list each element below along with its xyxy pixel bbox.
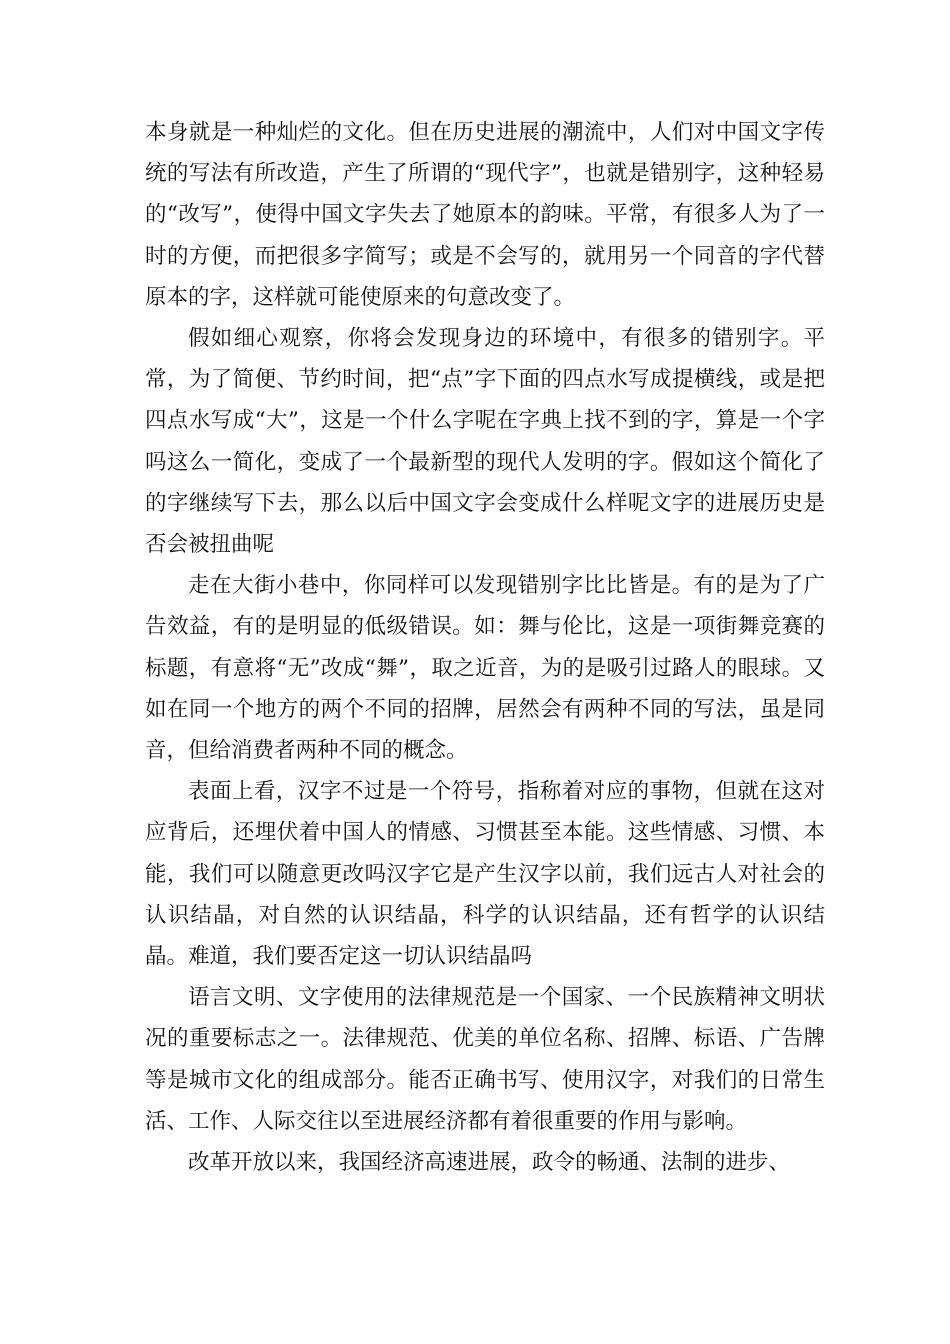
paragraph-1: 本身就是一种灿烂的文化。但在历史进展的潮流中，人们对中国文字传统的写法有所改造，产生了所谓的“现代字”，也就是错别字，这种轻易的“改写”，使得中国文字失去了她原本的韵味。平常，有很多人为了一时的方便，而把很多字简写；或是不会写的，就用另一个同音的字代替原本的字，这样就可能使原来的句意改变了。 (145, 120, 825, 310)
paragraph-4: 表面上看，汉字不过是一个符号，指称着对应的事物，但就在这对应背后，还埋伏着中国人的情感、习惯甚至本能。这些情感、习惯、本能，我们可以随意更改吗汉字它是产生汉字以前，我们远古人对社会的认识结晶，对自然的认识结晶，科学的认识结晶，还有哲学的认识结晶。难道，我们要否定这一切认识结晶吗 (145, 779, 825, 970)
paragraph-3: 走在大街小巷中，你同样可以发现错别字比比皆是。有的是为了广告效益，有的是明显的低级错误。如：舞与伦比，这是一项街舞竞赛的标题，有意将“无”改成“舞”，取之近音，为的是吸引过路人的眼球。又如在同一个地方的两个不同的招牌，居然会有两种不同的写法，虽是同音，但给消费者两种不同的概念。 (145, 573, 825, 764)
paragraph-6: 改革开放以来，我国经济高速进展，政令的畅通、法制的进步、 (188, 1150, 791, 1176)
document-body (145, 112, 825, 1183)
paragraph-5: 语言文明、文字使用的法律规范是一个国家、一个民族精神文明状况的重要标志之一。法律规范、优美的单位名称、招牌、标语、广告牌等是城市文化的组成部分。能否正确书写、使用汉字，对我们的日常生活、工作、人际交往以至进展经济都有着很重要的作用与影响。 (145, 985, 825, 1134)
paragraph-2: 假如细心观察，你将会发现身边的环境中，有很多的错别字。平常，为了简便、节约时间，把“点”字下面的四点水写成提横线，或是把四点水写成“大”，这是一个什么字呢在字典上找不到的字，算是一个字吗这么一简化，变成了一个最新型的现代人发明的字。假如这个简化了的字继续写下去，那么以后中国文字会变成什么样呢文字的进展历史是否会被扭曲呢 (145, 326, 825, 558)
